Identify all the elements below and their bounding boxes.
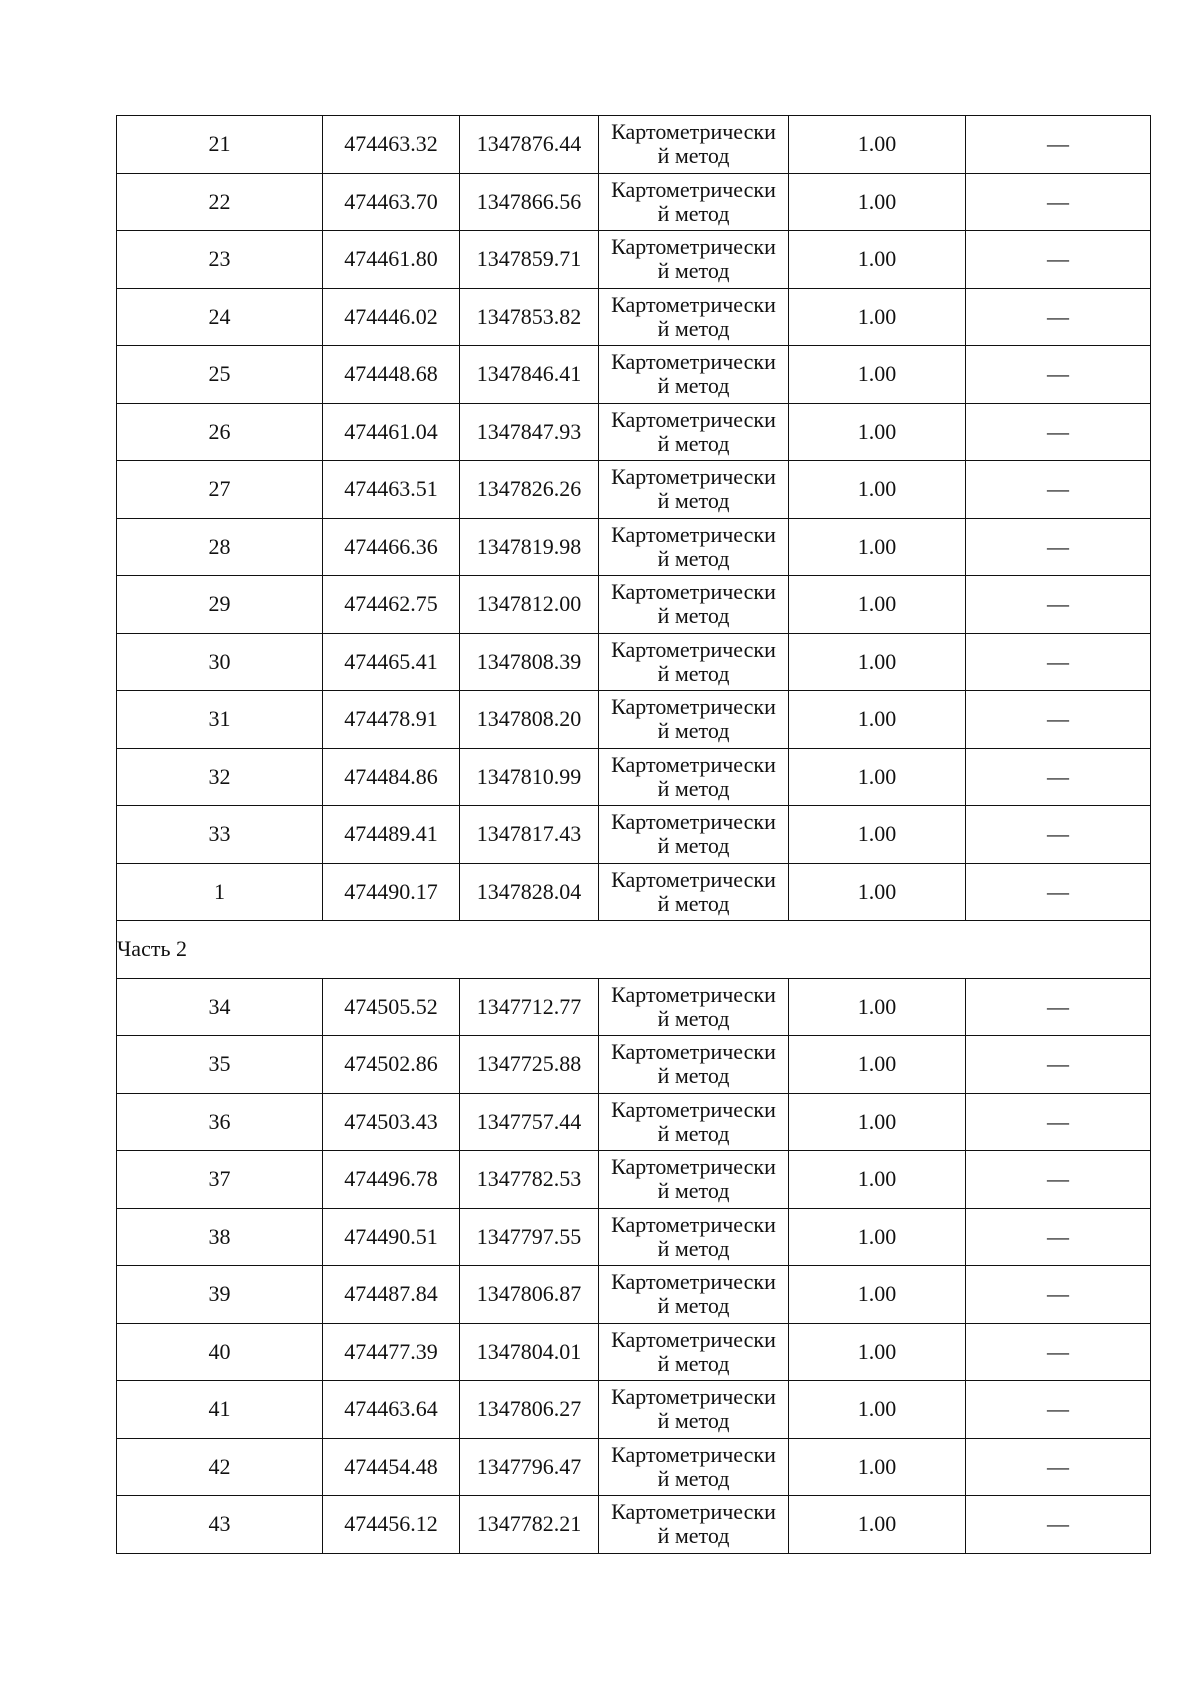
point-number-cell: 28: [117, 518, 323, 576]
method-line: й метод: [657, 603, 730, 629]
x-coordinate-cell: 474465.41: [323, 633, 460, 691]
method-cell: [599, 346, 789, 404]
method-line: Картометрически: [611, 1211, 776, 1237]
x-coordinate-cell: 474487.84: [323, 1266, 460, 1324]
method-line: й метод: [657, 890, 730, 916]
table-row: [117, 1496, 1151, 1554]
method-cell: [599, 1496, 789, 1554]
method-line: й метод: [657, 545, 730, 571]
point-number-cell: 1: [117, 863, 323, 921]
table-row: [117, 461, 1151, 519]
section-row: [117, 921, 1151, 979]
method-line: Картометрически: [611, 234, 776, 260]
accuracy-cell: 1.00: [789, 633, 966, 691]
method-line: й метод: [657, 1005, 730, 1031]
section-label: Часть 2: [117, 921, 1151, 979]
method-line: Картометрически: [611, 176, 776, 202]
note-cell: —: [966, 576, 1151, 634]
method-line: й метод: [657, 488, 730, 514]
x-coordinate-cell: 474466.36: [323, 518, 460, 576]
method-line: й метод: [657, 373, 730, 399]
accuracy-cell: 1.00: [789, 461, 966, 519]
method-line: Картометрически: [611, 521, 776, 547]
accuracy-cell: 1.00: [789, 748, 966, 806]
coordinates-table-body: [117, 116, 1151, 1554]
note-cell: —: [966, 1093, 1151, 1151]
x-coordinate-cell: 474496.78: [323, 1151, 460, 1209]
point-number-cell: 24: [117, 288, 323, 346]
method-cell: [599, 806, 789, 864]
accuracy-cell: 1.00: [789, 1496, 966, 1554]
method-cell: [599, 863, 789, 921]
point-number-cell: 43: [117, 1496, 323, 1554]
accuracy-cell: 1.00: [789, 1151, 966, 1209]
y-coordinate-cell: 1347812.00: [460, 576, 599, 634]
method-cell: [599, 231, 789, 289]
method-cell: [599, 1323, 789, 1381]
method-cell: [599, 1438, 789, 1496]
method-line: й метод: [657, 1350, 730, 1376]
accuracy-cell: 1.00: [789, 116, 966, 174]
method-line: Картометрически: [611, 349, 776, 375]
accuracy-cell: 1.00: [789, 1438, 966, 1496]
note-cell: —: [966, 748, 1151, 806]
point-number-cell: 26: [117, 403, 323, 461]
method-line: Картометрически: [611, 866, 776, 892]
table-row: [117, 806, 1151, 864]
x-coordinate-cell: 474477.39: [323, 1323, 460, 1381]
table-row: [117, 863, 1151, 921]
y-coordinate-cell: 1347782.53: [460, 1151, 599, 1209]
accuracy-cell: 1.00: [789, 691, 966, 749]
y-coordinate-cell: 1347712.77: [460, 978, 599, 1036]
y-coordinate-cell: 1347866.56: [460, 173, 599, 231]
point-number-cell: 27: [117, 461, 323, 519]
table-row: [117, 1381, 1151, 1439]
method-line: Картометрически: [611, 751, 776, 777]
method-cell: [599, 116, 789, 174]
note-cell: —: [966, 806, 1151, 864]
method-line: Картометрически: [611, 1384, 776, 1410]
x-coordinate-cell: 474478.91: [323, 691, 460, 749]
table-row: [117, 1093, 1151, 1151]
y-coordinate-cell: 1347828.04: [460, 863, 599, 921]
accuracy-cell: 1.00: [789, 978, 966, 1036]
table-row: [117, 346, 1151, 404]
coordinates-table: [116, 115, 1151, 1554]
method-line: й метод: [657, 430, 730, 456]
method-line: Картометрически: [611, 636, 776, 662]
point-number-cell: 41: [117, 1381, 323, 1439]
method-line: Картометрически: [611, 809, 776, 835]
note-cell: —: [966, 518, 1151, 576]
method-line: Картометрически: [611, 1269, 776, 1295]
point-number-cell: 33: [117, 806, 323, 864]
x-coordinate-cell: 474462.75: [323, 576, 460, 634]
x-coordinate-cell: 474463.70: [323, 173, 460, 231]
y-coordinate-cell: 1347846.41: [460, 346, 599, 404]
x-coordinate-cell: 474463.64: [323, 1381, 460, 1439]
table-row: [117, 633, 1151, 691]
table-row: [117, 403, 1151, 461]
point-number-cell: 25: [117, 346, 323, 404]
method-line: Картометрически: [611, 579, 776, 605]
note-cell: —: [966, 1208, 1151, 1266]
accuracy-cell: 1.00: [789, 1036, 966, 1094]
y-coordinate-cell: 1347806.27: [460, 1381, 599, 1439]
method-cell: [599, 1093, 789, 1151]
x-coordinate-cell: 474448.68: [323, 346, 460, 404]
method-cell: [599, 1151, 789, 1209]
point-number-cell: 34: [117, 978, 323, 1036]
y-coordinate-cell: 1347847.93: [460, 403, 599, 461]
x-coordinate-cell: 474505.52: [323, 978, 460, 1036]
note-cell: —: [966, 1266, 1151, 1324]
x-coordinate-cell: 474490.51: [323, 1208, 460, 1266]
accuracy-cell: 1.00: [789, 231, 966, 289]
note-cell: —: [966, 978, 1151, 1036]
method-line: й метод: [657, 143, 730, 169]
table-row: [117, 1266, 1151, 1324]
table-row: [117, 1208, 1151, 1266]
accuracy-cell: 1.00: [789, 863, 966, 921]
y-coordinate-cell: 1347797.55: [460, 1208, 599, 1266]
accuracy-cell: 1.00: [789, 518, 966, 576]
x-coordinate-cell: 474503.43: [323, 1093, 460, 1151]
method-line: Картометрически: [611, 119, 776, 145]
y-coordinate-cell: 1347819.98: [460, 518, 599, 576]
point-number-cell: 29: [117, 576, 323, 634]
method-line: й метод: [657, 258, 730, 284]
point-number-cell: 42: [117, 1438, 323, 1496]
method-line: Картометрически: [611, 1154, 776, 1180]
method-cell: [599, 978, 789, 1036]
y-coordinate-cell: 1347808.20: [460, 691, 599, 749]
method-line: й метод: [657, 1178, 730, 1204]
method-line: й метод: [657, 1063, 730, 1089]
y-coordinate-cell: 1347810.99: [460, 748, 599, 806]
accuracy-cell: 1.00: [789, 403, 966, 461]
method-cell: [599, 691, 789, 749]
method-line: Картометрически: [611, 291, 776, 317]
note-cell: —: [966, 461, 1151, 519]
method-line: й метод: [657, 833, 730, 859]
y-coordinate-cell: 1347859.71: [460, 231, 599, 289]
method-cell: [599, 461, 789, 519]
method-line: й метод: [657, 660, 730, 686]
method-cell: [599, 1036, 789, 1094]
note-cell: —: [966, 116, 1151, 174]
method-line: Картометрически: [611, 1499, 776, 1525]
method-line: Картометрически: [611, 406, 776, 432]
accuracy-cell: 1.00: [789, 1208, 966, 1266]
method-line: й метод: [657, 1293, 730, 1319]
method-cell: [599, 1208, 789, 1266]
method-line: Картометрически: [611, 1096, 776, 1122]
table-row: [117, 1036, 1151, 1094]
point-number-cell: 40: [117, 1323, 323, 1381]
method-cell: [599, 1381, 789, 1439]
note-cell: —: [966, 403, 1151, 461]
accuracy-cell: 1.00: [789, 173, 966, 231]
method-cell: [599, 576, 789, 634]
y-coordinate-cell: 1347826.26: [460, 461, 599, 519]
x-coordinate-cell: 474489.41: [323, 806, 460, 864]
accuracy-cell: 1.00: [789, 1266, 966, 1324]
point-number-cell: 38: [117, 1208, 323, 1266]
x-coordinate-cell: 474454.48: [323, 1438, 460, 1496]
method-line: Картометрически: [611, 464, 776, 490]
note-cell: —: [966, 863, 1151, 921]
point-number-cell: 23: [117, 231, 323, 289]
accuracy-cell: 1.00: [789, 288, 966, 346]
accuracy-cell: 1.00: [789, 1323, 966, 1381]
method-line: Картометрически: [611, 1441, 776, 1467]
y-coordinate-cell: 1347806.87: [460, 1266, 599, 1324]
accuracy-cell: 1.00: [789, 576, 966, 634]
point-number-cell: 22: [117, 173, 323, 231]
method-line: й метод: [657, 315, 730, 341]
x-coordinate-cell: 474502.86: [323, 1036, 460, 1094]
table-row: [117, 748, 1151, 806]
y-coordinate-cell: 1347782.21: [460, 1496, 599, 1554]
point-number-cell: 21: [117, 116, 323, 174]
x-coordinate-cell: 474456.12: [323, 1496, 460, 1554]
accuracy-cell: 1.00: [789, 806, 966, 864]
method-line: й метод: [657, 775, 730, 801]
y-coordinate-cell: 1347853.82: [460, 288, 599, 346]
table-row: [117, 1151, 1151, 1209]
table-row: [117, 518, 1151, 576]
point-number-cell: 36: [117, 1093, 323, 1151]
y-coordinate-cell: 1347796.47: [460, 1438, 599, 1496]
y-coordinate-cell: 1347757.44: [460, 1093, 599, 1151]
y-coordinate-cell: 1347808.39: [460, 633, 599, 691]
note-cell: —: [966, 691, 1151, 749]
note-cell: —: [966, 346, 1151, 404]
method-line: й метод: [657, 1120, 730, 1146]
method-line: й метод: [657, 1408, 730, 1434]
method-line: Картометрически: [611, 981, 776, 1007]
table-row: [117, 231, 1151, 289]
method-line: й метод: [657, 1523, 730, 1549]
method-cell: [599, 518, 789, 576]
method-cell: [599, 633, 789, 691]
note-cell: —: [966, 1036, 1151, 1094]
x-coordinate-cell: 474463.51: [323, 461, 460, 519]
accuracy-cell: 1.00: [789, 1093, 966, 1151]
note-cell: —: [966, 1496, 1151, 1554]
note-cell: —: [966, 288, 1151, 346]
method-cell: [599, 173, 789, 231]
note-cell: —: [966, 173, 1151, 231]
accuracy-cell: 1.00: [789, 1381, 966, 1439]
table-row: [117, 173, 1151, 231]
method-line: й метод: [657, 1235, 730, 1261]
table-row: [117, 288, 1151, 346]
method-line: й метод: [657, 1465, 730, 1491]
x-coordinate-cell: 474484.86: [323, 748, 460, 806]
method-cell: [599, 288, 789, 346]
table-row: [117, 1323, 1151, 1381]
note-cell: —: [966, 1381, 1151, 1439]
table-row: [117, 1438, 1151, 1496]
point-number-cell: 37: [117, 1151, 323, 1209]
y-coordinate-cell: 1347876.44: [460, 116, 599, 174]
x-coordinate-cell: 474461.04: [323, 403, 460, 461]
x-coordinate-cell: 474446.02: [323, 288, 460, 346]
method-line: Картометрически: [611, 1039, 776, 1065]
note-cell: —: [966, 1438, 1151, 1496]
note-cell: —: [966, 633, 1151, 691]
method-line: Картометрически: [611, 1326, 776, 1352]
y-coordinate-cell: 1347804.01: [460, 1323, 599, 1381]
y-coordinate-cell: 1347817.43: [460, 806, 599, 864]
point-number-cell: 31: [117, 691, 323, 749]
point-number-cell: 35: [117, 1036, 323, 1094]
y-coordinate-cell: 1347725.88: [460, 1036, 599, 1094]
table-row: [117, 691, 1151, 749]
x-coordinate-cell: 474461.80: [323, 231, 460, 289]
table-row: [117, 978, 1151, 1036]
note-cell: —: [966, 1151, 1151, 1209]
point-number-cell: 32: [117, 748, 323, 806]
method-line: й метод: [657, 718, 730, 744]
method-cell: [599, 403, 789, 461]
note-cell: —: [966, 231, 1151, 289]
point-number-cell: 39: [117, 1266, 323, 1324]
method-line: Картометрически: [611, 694, 776, 720]
table-row: [117, 576, 1151, 634]
method-cell: [599, 1266, 789, 1324]
x-coordinate-cell: 474463.32: [323, 116, 460, 174]
method-line: й метод: [657, 200, 730, 226]
note-cell: —: [966, 1323, 1151, 1381]
method-cell: [599, 748, 789, 806]
point-number-cell: 30: [117, 633, 323, 691]
x-coordinate-cell: 474490.17: [323, 863, 460, 921]
accuracy-cell: 1.00: [789, 346, 966, 404]
table-row: [117, 116, 1151, 174]
